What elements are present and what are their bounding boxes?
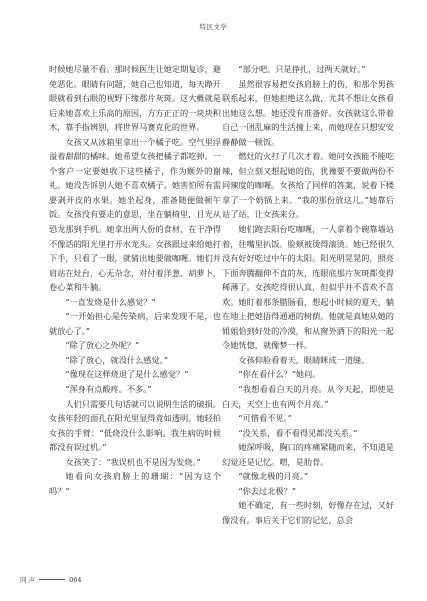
footer-rule (39, 579, 65, 580)
paragraph: 女孩笑了：“我误机也不是因为发烧。” (65, 456, 201, 467)
page-number: 064 (69, 575, 82, 584)
paragraph: “就像北极的月亮。” (238, 471, 309, 482)
section-header: 特区文学 (199, 23, 228, 31)
paragraph: “除了放心，就没什么感觉。” (65, 354, 168, 365)
paragraph: 她深呼吸，胸口的疼痛紧随而来，不知道是幻觉还是记忆。嗯，是肋骨。 (222, 442, 394, 467)
paragraph: “像现在这样烧退了是什么感觉？” (65, 369, 189, 380)
paragraph: “一开始担心是传染病，后来发现不是，也就放心了。” (49, 311, 221, 336)
page-footer (20, 575, 82, 584)
paragraph: “你去过北极？” (238, 485, 296, 496)
paragraph: 人们只需要几句话就可以说明生活的破损。女孩年轻的面孔在阳光里显得竟如透明。她轻拍女孩的手臂：“低烧没什么影响。我生病的时候都没有误过机。” (49, 398, 221, 453)
paragraph: 燃灶的火打了几次才着。她问女孩能不能吃辣，但立刻又想起她的伤，犹豫要不要做两份不同辣度的咖喱。女孩给了同样的答案，说着下楼拿了一个奶锅上来。“我的那份放这儿。”她靠后站了站，让女孩来分。 (222, 151, 394, 220)
paragraph: “浑身有点酸疼。不多。” (65, 384, 152, 395)
paragraph: “没关系，看不看得见都没关系。” (238, 427, 358, 438)
paragraph: 女孩仰脸看着天，眼睛眯成一道缝。 (238, 354, 370, 365)
paragraph: “部分吧。只是挣扎，过两天就好。” (238, 64, 366, 74)
paragraph: “你在看什么？”她问。 (238, 369, 321, 380)
paragraph: “我想看看白天的月亮。从今天起，即使是白天，天空上也有两个月亮。” (222, 384, 394, 409)
left-column (49, 62, 221, 498)
column-name: 同 声 (20, 576, 36, 584)
paragraph: 她们跑去阳台吃咖喱，一人拿着个碗靠墙站着，往嘴里扒饭。脸颊被烫得滚烫。她已经很久没有好好吃过中午的太阳。阳光明晃晃的，照亮下面奔腾翻伸不直的灰，连眼底那片灰斑都变得稀薄了。女孩吃得很认真，但似乎并不喜欢不喜欢。她盯着那条腊肠看，想起小时候的夏天，躺在地上把她捂得通通的树荫。他就是真她从她的姐姐恰到好处的冷漠，和从窗外洒下的阳光一起令她恍惚，就像梦一样。 (222, 224, 394, 351)
paragraph: “一直发烧是什么感觉？” (65, 296, 156, 307)
right-column (222, 62, 394, 528)
paragraph: “除了放心之外呢？” (65, 340, 140, 351)
paragraph: 时候她尽量不看。那时候医生让她定期复诊，避免恶化。眼睛有问题，她自己也知道，每天睁开眼就看到右眼的视野下缘那片灰斑。这大概就是后来她喜欢上乐高的原因，方方正正的一块块积木，靠手指辨别，将世界马赛克化的世界。 (49, 64, 221, 133)
paragraph: 虽然很容易把女孩肩膀上的伤，和那个男孩联系起来，但她拒绝这么做，尤其不想让女孩看出她这么想。她还没有准备好。女孩就这么带着自己一团乱麻的生活撞上来，而她现在只想安安静静做一顿饭。 (222, 78, 394, 147)
paragraph: 她不确定，有一些时刻，好像存在过，又好像没有。事后关于它们的记忆，总会 (222, 500, 394, 525)
paragraph: 她看向女孩肩膀上的珊瑚：“因为这个吗？” (49, 471, 221, 496)
paragraph: “可惜看不见。” (238, 413, 292, 424)
paragraph: 女孩又从冰箱里拿出一个橘子吃。空气里浮溢着甜甜的橘味。她希望女孩把橘子都吃掉。一个客户一定要她收下这些橘子，作为额外的谢礼。她没告诉别人她不喜欢橘子。她害怕所有需要剥开皮的水果。她坐起身，准备随便做顿午饭。女孩没有要走的意思，坐在躺椅里，目光从恐龙那到手机。她拿出两人份的食材，在干净得不像话的阳光里打开水龙头。女孩跟过来给她打下手，只看了一眼，就猜出她要做咖喱。她们并肩站在灶台，心无杂念，对付着洋葱、胡萝卜、卷心菜和牛腩。 (49, 136, 221, 293)
